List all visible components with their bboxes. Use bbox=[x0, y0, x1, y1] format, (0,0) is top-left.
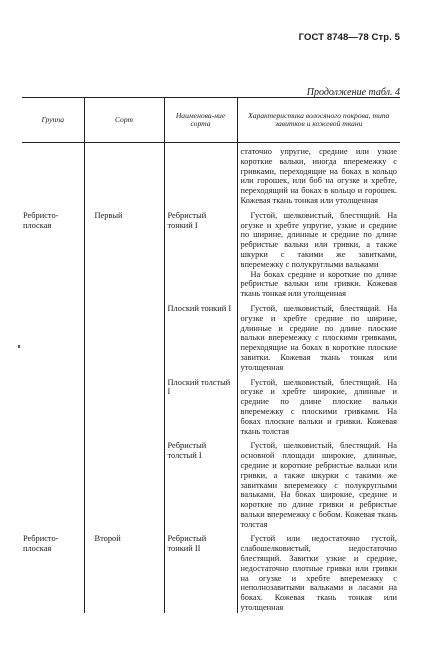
column-header-name: Наименова-ние сорта bbox=[164, 98, 237, 143]
characteristic-cell bbox=[237, 532, 400, 612]
name-cell: Плоский толстый I bbox=[164, 376, 237, 440]
table-continuation-label: Продолжение табл. 4 bbox=[306, 87, 400, 98]
group-cell: Ребристо-плоская bbox=[22, 532, 84, 612]
characteristic-paragraph: статочно упругие, средние или узкие короткие вальки, иногда вперемежку с гривками, переходящие на боках в кольцо или горошек, или боб на огузке и хребте, переходящий на боках в кольцо и горошек. Кожевая ткань тонкая или утолщенная bbox=[240, 147, 397, 205]
characteristic-paragraph: На боках средние и короткие по длине ребристые вальки или гривки. Кожевая ткань тонкая или утолщенная bbox=[240, 269, 397, 299]
group-cell bbox=[22, 302, 84, 376]
table-header-row bbox=[22, 98, 400, 143]
column-header-characteristic: Характеристика волосяного покрова, типа завитков и кожевой ткани bbox=[237, 98, 400, 143]
standard-header: ГОСТ 8748—78 Стр. 5 bbox=[298, 32, 400, 43]
name-cell: Ребристый тонкий I bbox=[164, 209, 237, 302]
characteristic-paragraph: Густой, шелковистый, блестящий. На огузке и хребте упругие, узкие и средние по ширине, длинные и средние по длине ребристые вальки или гривки, а также шкурки с такими же завитками, вперемежку с полукруглыми вальками bbox=[240, 210, 397, 269]
name-cell: Плоский тонкий I bbox=[164, 302, 237, 376]
margin-mark bbox=[18, 345, 20, 348]
group-cell: Ребристо-плоская bbox=[22, 209, 84, 302]
table-row bbox=[22, 302, 400, 376]
group-cell bbox=[22, 376, 84, 440]
table-row bbox=[22, 532, 400, 612]
table-row bbox=[22, 209, 400, 302]
group-cell bbox=[22, 143, 84, 209]
grade-cell bbox=[84, 376, 164, 440]
grade-cell bbox=[84, 302, 164, 376]
characteristic-paragraph: Густой, шелковистый, блестящий. На огузке и хребте широкие, длинные и средние по длине плоские вальки вперемежку с плоскими гривками. На боках плоские вальки и гривки. Кожевая ткань толстая bbox=[240, 377, 397, 436]
name-cell: Ребристый толстый I bbox=[164, 439, 237, 532]
characteristic-paragraph: Густой или недостаточно густой, слабошелковистый, недостаточно блестящий. Завитки узкие и средние, недостаточно плотные гривки или гривки на огузке и хребте вперемежку с неполнозавитыми вальками и ласами на боках. Кожевая ткань тонкая или утолщенная bbox=[240, 534, 397, 613]
characteristic-cell bbox=[237, 376, 400, 440]
name-cell bbox=[164, 143, 237, 209]
grade-cell: Второй bbox=[84, 532, 164, 612]
characteristic-paragraph: Густой, шелковистый, блестящий. На огузке и хребте средние по ширине, длинные и средние по длине плоские вальки вперемежку с плоскими гривками, переходящие на боках в короткие плоские завитки. Кожевая ткань тонкая или утолщенная bbox=[240, 303, 397, 372]
column-header-group: Группа bbox=[22, 98, 84, 143]
characteristic-paragraph: Густой, шелковистый, блестящий. На основной площади широкие, длинные, средние и короткие ребристые вальки или гривки, а также шкурки с такими же завитками вперемежку с полукруглыми вальками. На боках широкие, средние и короткие по длине гривки и ребристые вальки вперемежку с бобом. Кожевая ткань толстая bbox=[240, 441, 397, 529]
table-row bbox=[22, 143, 400, 209]
table-row bbox=[22, 439, 400, 532]
sheepskin-grades-table bbox=[22, 97, 400, 613]
characteristic-cell bbox=[237, 302, 400, 376]
characteristic-cell bbox=[237, 209, 400, 302]
column-header-grade: Сорт bbox=[84, 98, 164, 143]
table-row bbox=[22, 376, 400, 440]
name-cell: Ребристый тонкий II bbox=[164, 532, 237, 612]
characteristic-cell bbox=[237, 143, 400, 209]
grade-cell bbox=[84, 439, 164, 532]
characteristic-cell bbox=[237, 439, 400, 532]
grade-cell: Первый bbox=[84, 209, 164, 302]
group-cell bbox=[22, 439, 84, 532]
grade-cell bbox=[84, 143, 164, 209]
